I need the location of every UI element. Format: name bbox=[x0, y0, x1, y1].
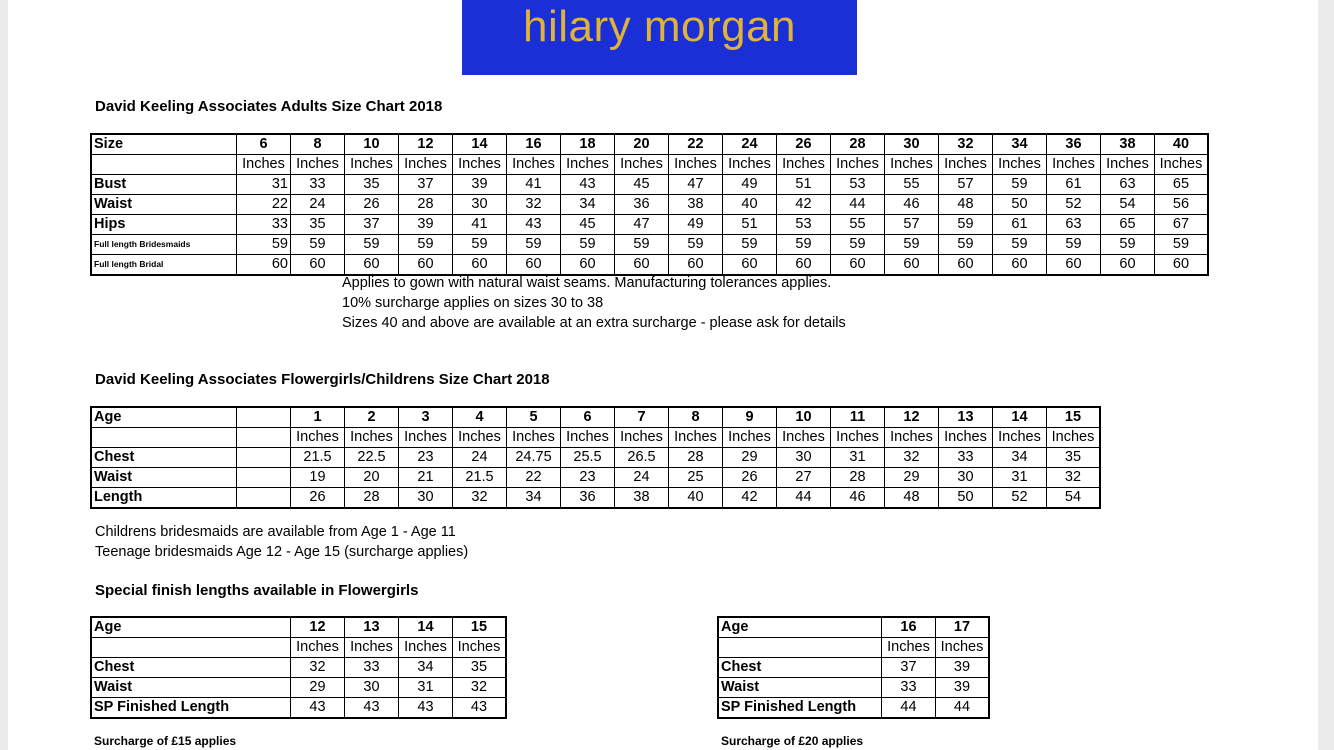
table-value-cell: 67 bbox=[1155, 215, 1209, 235]
table-column-header: 13 bbox=[939, 408, 993, 428]
table-value-cell: 22 bbox=[507, 468, 561, 488]
adults-note-2: 10% surcharge applies on sizes 30 to 38 bbox=[342, 295, 604, 311]
table-value-cell: 59 bbox=[1047, 235, 1101, 255]
surcharge-note-2: Surcharge of £20 applies bbox=[721, 734, 864, 748]
table-value-cell: 59 bbox=[723, 235, 777, 255]
table-column-header: 30 bbox=[885, 135, 939, 155]
table-value-cell: 29 bbox=[723, 448, 777, 468]
table-row-label: Chest bbox=[719, 658, 882, 678]
table-column-header: 13 bbox=[345, 618, 399, 638]
table-value-cell: 44 bbox=[831, 195, 885, 215]
table-unit-cell: Inches bbox=[993, 428, 1047, 448]
children-note-2: Teenage bridesmaids Age 12 - Age 15 (surcharge applies) bbox=[95, 544, 469, 560]
table-value-cell: 59 bbox=[939, 235, 993, 255]
table-value-cell: 23 bbox=[399, 448, 453, 468]
table-value-cell: 61 bbox=[993, 215, 1047, 235]
table-column-header: 24 bbox=[723, 135, 777, 155]
table-value-cell: 41 bbox=[507, 175, 561, 195]
table-value-cell: 57 bbox=[939, 175, 993, 195]
table-value-cell: 24 bbox=[291, 195, 345, 215]
table-value-cell: 33 bbox=[237, 215, 291, 235]
table-value-cell: 30 bbox=[453, 195, 507, 215]
table-unit-cell: Inches bbox=[507, 155, 561, 175]
table-value-cell: 51 bbox=[777, 175, 831, 195]
table-column-header: 4 bbox=[453, 408, 507, 428]
table-value-cell: 59 bbox=[885, 235, 939, 255]
table-value-cell: 26 bbox=[291, 488, 345, 509]
table-unit-cell: Inches bbox=[561, 155, 615, 175]
table-value-cell: 56 bbox=[1155, 195, 1209, 215]
table-value-cell: 30 bbox=[345, 678, 399, 698]
children-note-1: Childrens bridesmaids are available from Age 1 - Age 11 bbox=[95, 524, 456, 540]
table-unit-cell: Inches bbox=[723, 155, 777, 175]
table-value-cell: 53 bbox=[831, 175, 885, 195]
table-column-header: 1 bbox=[291, 408, 345, 428]
table-header-label: Size bbox=[92, 135, 237, 155]
table-value-cell: 32 bbox=[291, 658, 345, 678]
table-unit-cell: Inches bbox=[1047, 155, 1101, 175]
table-value-cell: 60 bbox=[453, 255, 507, 276]
table-column-header: 14 bbox=[399, 618, 453, 638]
table-value-cell: 52 bbox=[993, 488, 1047, 509]
table-column-header: 34 bbox=[993, 135, 1047, 155]
table-unit-cell: Inches bbox=[507, 428, 561, 448]
table-value-cell: 50 bbox=[993, 195, 1047, 215]
adults-size-table bbox=[90, 133, 1209, 276]
table-value-cell: 43 bbox=[399, 698, 453, 719]
table-value-cell: 25.5 bbox=[561, 448, 615, 468]
table-value-cell: 60 bbox=[615, 255, 669, 276]
table-value-cell: 45 bbox=[561, 215, 615, 235]
table-value-cell: 39 bbox=[936, 678, 990, 698]
table-column-header: 8 bbox=[291, 135, 345, 155]
table-value-cell: 60 bbox=[507, 255, 561, 276]
table-column-header: 16 bbox=[882, 618, 936, 638]
table-value-cell: 42 bbox=[723, 488, 777, 509]
table-unit-cell: Inches bbox=[885, 428, 939, 448]
table-value-cell: 33 bbox=[291, 175, 345, 195]
table-spacer-cell bbox=[237, 488, 291, 509]
table-value-cell: 59 bbox=[507, 235, 561, 255]
table-value-cell: 60 bbox=[669, 255, 723, 276]
table-value-cell: 33 bbox=[939, 448, 993, 468]
table-value-cell: 28 bbox=[831, 468, 885, 488]
table-value-cell: 60 bbox=[345, 255, 399, 276]
table-value-cell: 43 bbox=[507, 215, 561, 235]
table-value-cell: 61 bbox=[1047, 175, 1101, 195]
table-value-cell: 35 bbox=[1047, 448, 1101, 468]
table-value-cell: 44 bbox=[882, 698, 936, 719]
table-row-label: Waist bbox=[92, 678, 291, 698]
table-value-cell: 52 bbox=[1047, 195, 1101, 215]
table-value-cell: 34 bbox=[993, 448, 1047, 468]
table-value-cell: 60 bbox=[777, 255, 831, 276]
table-unit-cell: Inches bbox=[723, 428, 777, 448]
adults-chart-title: David Keeling Associates Adults Size Chart 2018 bbox=[95, 98, 443, 115]
table-value-cell: 49 bbox=[669, 215, 723, 235]
table-value-cell: 26 bbox=[345, 195, 399, 215]
table-column-header: 10 bbox=[345, 135, 399, 155]
adults-note-1: Applies to gown with natural waist seams. Manufacturing tolerances applies. bbox=[342, 275, 832, 291]
table-value-cell: 28 bbox=[399, 195, 453, 215]
table-value-cell: 60 bbox=[1101, 255, 1155, 276]
table-spacer-cell bbox=[237, 408, 291, 428]
table-value-cell: 31 bbox=[831, 448, 885, 468]
table-empty-cell bbox=[92, 428, 237, 448]
table-spacer-cell bbox=[237, 468, 291, 488]
table-value-cell: 60 bbox=[723, 255, 777, 276]
special-lengths-title: Special finish lengths available in Flowergirls bbox=[95, 582, 419, 599]
table-unit-cell: Inches bbox=[1047, 428, 1101, 448]
table-value-cell: 65 bbox=[1101, 215, 1155, 235]
table-value-cell: 59 bbox=[615, 235, 669, 255]
table-value-cell: 21.5 bbox=[453, 468, 507, 488]
table-value-cell: 54 bbox=[1047, 488, 1101, 509]
table-value-cell: 28 bbox=[345, 488, 399, 509]
table-column-header: 7 bbox=[615, 408, 669, 428]
table-value-cell: 43 bbox=[291, 698, 345, 719]
table-value-cell: 21.5 bbox=[291, 448, 345, 468]
table-value-cell: 50 bbox=[939, 488, 993, 509]
table-value-cell: 31 bbox=[993, 468, 1047, 488]
table-column-header: 26 bbox=[777, 135, 831, 155]
children-size-table bbox=[90, 406, 1101, 509]
document-page bbox=[8, 0, 1318, 750]
table-value-cell: 29 bbox=[291, 678, 345, 698]
table-column-header: 5 bbox=[507, 408, 561, 428]
table-row-label: Length bbox=[92, 488, 237, 509]
table-column-header: 9 bbox=[723, 408, 777, 428]
table-value-cell: 59 bbox=[1101, 235, 1155, 255]
table-value-cell: 60 bbox=[885, 255, 939, 276]
table-unit-cell: Inches bbox=[291, 155, 345, 175]
table-row-label: Full length Bridal bbox=[92, 255, 237, 276]
table-value-cell: 40 bbox=[723, 195, 777, 215]
table-column-header: 38 bbox=[1101, 135, 1155, 155]
table-value-cell: 47 bbox=[669, 175, 723, 195]
table-value-cell: 43 bbox=[453, 698, 507, 719]
table-row-label: Bust bbox=[92, 175, 237, 195]
table-value-cell: 30 bbox=[939, 468, 993, 488]
table-unit-cell: Inches bbox=[939, 155, 993, 175]
table-value-cell: 39 bbox=[936, 658, 990, 678]
table-value-cell: 32 bbox=[507, 195, 561, 215]
table-column-header: 12 bbox=[885, 408, 939, 428]
table-value-cell: 60 bbox=[831, 255, 885, 276]
table-value-cell: 30 bbox=[777, 448, 831, 468]
table-column-header: 8 bbox=[669, 408, 723, 428]
table-row-label: Hips bbox=[92, 215, 237, 235]
table-header-label: Age bbox=[719, 618, 882, 638]
table-header-label: Age bbox=[92, 408, 237, 428]
table-value-cell: 59 bbox=[561, 235, 615, 255]
table-value-cell: 59 bbox=[777, 235, 831, 255]
table-unit-cell: Inches bbox=[669, 155, 723, 175]
table-value-cell: 21 bbox=[399, 468, 453, 488]
brand-logo bbox=[462, 0, 857, 75]
table-value-cell: 63 bbox=[1101, 175, 1155, 195]
table-unit-cell: Inches bbox=[561, 428, 615, 448]
table-value-cell: 39 bbox=[399, 215, 453, 235]
children-chart-title: David Keeling Associates Flowergirls/Childrens Size Chart 2018 bbox=[95, 371, 550, 388]
table-value-cell: 24.75 bbox=[507, 448, 561, 468]
table-unit-cell: Inches bbox=[885, 155, 939, 175]
table-value-cell: 36 bbox=[561, 488, 615, 509]
table-unit-cell: Inches bbox=[882, 638, 936, 658]
table-value-cell: 34 bbox=[507, 488, 561, 509]
table-value-cell: 60 bbox=[237, 255, 291, 276]
table-column-header: 16 bbox=[507, 135, 561, 155]
table-value-cell: 55 bbox=[885, 175, 939, 195]
table-unit-cell: Inches bbox=[453, 638, 507, 658]
table-value-cell: 60 bbox=[1047, 255, 1101, 276]
table-unit-cell: Inches bbox=[399, 155, 453, 175]
table-column-header: 6 bbox=[561, 408, 615, 428]
table-value-cell: 34 bbox=[399, 658, 453, 678]
table-value-cell: 46 bbox=[831, 488, 885, 509]
table-value-cell: 31 bbox=[237, 175, 291, 195]
special-lengths-table-ages-16-17 bbox=[717, 616, 990, 719]
table-row-label: SP Finished Length bbox=[92, 698, 291, 719]
table-empty-cell bbox=[92, 155, 237, 175]
table-value-cell: 59 bbox=[669, 235, 723, 255]
table-value-cell: 48 bbox=[885, 488, 939, 509]
table-value-cell: 59 bbox=[237, 235, 291, 255]
table-value-cell: 37 bbox=[345, 215, 399, 235]
table-value-cell: 33 bbox=[882, 678, 936, 698]
table-value-cell: 60 bbox=[939, 255, 993, 276]
table-value-cell: 25 bbox=[669, 468, 723, 488]
table-column-header: 18 bbox=[561, 135, 615, 155]
table-value-cell: 45 bbox=[615, 175, 669, 195]
table-column-header: 14 bbox=[453, 135, 507, 155]
table-unit-cell: Inches bbox=[936, 638, 990, 658]
table-column-header: 28 bbox=[831, 135, 885, 155]
table-empty-cell bbox=[92, 638, 291, 658]
table-row-label: Waist bbox=[92, 468, 237, 488]
table-value-cell: 48 bbox=[939, 195, 993, 215]
table-value-cell: 57 bbox=[885, 215, 939, 235]
table-unit-cell: Inches bbox=[993, 155, 1047, 175]
table-value-cell: 44 bbox=[777, 488, 831, 509]
table-column-header: 11 bbox=[831, 408, 885, 428]
table-row-label: Full length Bridesmaids bbox=[92, 235, 237, 255]
table-value-cell: 37 bbox=[882, 658, 936, 678]
table-value-cell: 39 bbox=[453, 175, 507, 195]
table-value-cell: 63 bbox=[1047, 215, 1101, 235]
table-column-header: 14 bbox=[993, 408, 1047, 428]
special-lengths-table-ages-12-15 bbox=[90, 616, 507, 719]
table-value-cell: 41 bbox=[453, 215, 507, 235]
table-value-cell: 35 bbox=[453, 658, 507, 678]
table-value-cell: 43 bbox=[345, 698, 399, 719]
table-value-cell: 49 bbox=[723, 175, 777, 195]
table-row-label: Waist bbox=[92, 195, 237, 215]
table-value-cell: 59 bbox=[993, 175, 1047, 195]
table-value-cell: 22.5 bbox=[345, 448, 399, 468]
table-value-cell: 59 bbox=[345, 235, 399, 255]
table-unit-cell: Inches bbox=[345, 428, 399, 448]
table-value-cell: 59 bbox=[453, 235, 507, 255]
table-value-cell: 60 bbox=[291, 255, 345, 276]
table-unit-cell: Inches bbox=[831, 428, 885, 448]
table-value-cell: 59 bbox=[291, 235, 345, 255]
table-row-label: Chest bbox=[92, 448, 237, 468]
table-row-label: Chest bbox=[92, 658, 291, 678]
table-unit-cell: Inches bbox=[1101, 155, 1155, 175]
table-unit-cell: Inches bbox=[291, 638, 345, 658]
logo-text: hilary morgan bbox=[522, 1, 797, 51]
table-value-cell: 59 bbox=[831, 235, 885, 255]
table-value-cell: 20 bbox=[345, 468, 399, 488]
table-value-cell: 26 bbox=[723, 468, 777, 488]
table-value-cell: 55 bbox=[831, 215, 885, 235]
table-unit-cell: Inches bbox=[399, 428, 453, 448]
table-unit-cell: Inches bbox=[291, 428, 345, 448]
table-value-cell: 34 bbox=[561, 195, 615, 215]
table-value-cell: 33 bbox=[345, 658, 399, 678]
table-value-cell: 46 bbox=[885, 195, 939, 215]
table-value-cell: 26.5 bbox=[615, 448, 669, 468]
table-value-cell: 60 bbox=[1155, 255, 1209, 276]
table-value-cell: 24 bbox=[615, 468, 669, 488]
table-value-cell: 31 bbox=[399, 678, 453, 698]
table-column-header: 36 bbox=[1047, 135, 1101, 155]
table-value-cell: 32 bbox=[1047, 468, 1101, 488]
table-value-cell: 35 bbox=[345, 175, 399, 195]
table-value-cell: 51 bbox=[723, 215, 777, 235]
table-unit-cell: Inches bbox=[1155, 155, 1209, 175]
table-value-cell: 44 bbox=[936, 698, 990, 719]
table-value-cell: 38 bbox=[615, 488, 669, 509]
table-column-header: 17 bbox=[936, 618, 990, 638]
table-value-cell: 65 bbox=[1155, 175, 1209, 195]
table-spacer-cell bbox=[237, 448, 291, 468]
table-value-cell: 23 bbox=[561, 468, 615, 488]
table-value-cell: 36 bbox=[615, 195, 669, 215]
table-column-header: 12 bbox=[399, 135, 453, 155]
table-value-cell: 43 bbox=[561, 175, 615, 195]
adults-note-3: Sizes 40 and above are available at an extra surcharge - please ask for details bbox=[342, 315, 846, 331]
table-column-header: 20 bbox=[615, 135, 669, 155]
table-value-cell: 60 bbox=[399, 255, 453, 276]
table-unit-cell: Inches bbox=[939, 428, 993, 448]
table-spacer-cell bbox=[237, 428, 291, 448]
table-unit-cell: Inches bbox=[237, 155, 291, 175]
table-unit-cell: Inches bbox=[669, 428, 723, 448]
table-unit-cell: Inches bbox=[399, 638, 453, 658]
table-unit-cell: Inches bbox=[831, 155, 885, 175]
table-column-header: 22 bbox=[669, 135, 723, 155]
table-unit-cell: Inches bbox=[777, 428, 831, 448]
table-value-cell: 59 bbox=[1155, 235, 1209, 255]
table-column-header: 40 bbox=[1155, 135, 1209, 155]
table-column-header: 3 bbox=[399, 408, 453, 428]
table-value-cell: 40 bbox=[669, 488, 723, 509]
surcharge-note-1: Surcharge of £15 applies bbox=[94, 734, 237, 748]
table-value-cell: 32 bbox=[453, 488, 507, 509]
table-value-cell: 22 bbox=[237, 195, 291, 215]
table-value-cell: 47 bbox=[615, 215, 669, 235]
table-column-header: 2 bbox=[345, 408, 399, 428]
table-value-cell: 29 bbox=[885, 468, 939, 488]
table-value-cell: 60 bbox=[993, 255, 1047, 276]
table-value-cell: 24 bbox=[453, 448, 507, 468]
table-column-header: 10 bbox=[777, 408, 831, 428]
table-unit-cell: Inches bbox=[453, 428, 507, 448]
table-column-header: 32 bbox=[939, 135, 993, 155]
table-empty-cell bbox=[719, 638, 882, 658]
table-value-cell: 28 bbox=[669, 448, 723, 468]
table-value-cell: 54 bbox=[1101, 195, 1155, 215]
table-header-label: Age bbox=[92, 618, 291, 638]
table-unit-cell: Inches bbox=[615, 155, 669, 175]
table-column-header: 15 bbox=[1047, 408, 1101, 428]
table-unit-cell: Inches bbox=[615, 428, 669, 448]
table-value-cell: 60 bbox=[561, 255, 615, 276]
table-value-cell: 35 bbox=[291, 215, 345, 235]
table-value-cell: 59 bbox=[939, 215, 993, 235]
table-row-label: SP Finished Length bbox=[719, 698, 882, 719]
table-value-cell: 53 bbox=[777, 215, 831, 235]
table-value-cell: 32 bbox=[885, 448, 939, 468]
table-value-cell: 59 bbox=[399, 235, 453, 255]
table-unit-cell: Inches bbox=[345, 638, 399, 658]
table-row-label: Waist bbox=[719, 678, 882, 698]
table-value-cell: 59 bbox=[993, 235, 1047, 255]
table-value-cell: 32 bbox=[453, 678, 507, 698]
table-column-header: 12 bbox=[291, 618, 345, 638]
table-unit-cell: Inches bbox=[453, 155, 507, 175]
table-value-cell: 37 bbox=[399, 175, 453, 195]
table-column-header: 15 bbox=[453, 618, 507, 638]
table-value-cell: 27 bbox=[777, 468, 831, 488]
table-column-header: 6 bbox=[237, 135, 291, 155]
table-value-cell: 30 bbox=[399, 488, 453, 509]
table-value-cell: 42 bbox=[777, 195, 831, 215]
table-value-cell: 19 bbox=[291, 468, 345, 488]
table-unit-cell: Inches bbox=[777, 155, 831, 175]
table-unit-cell: Inches bbox=[345, 155, 399, 175]
table-value-cell: 38 bbox=[669, 195, 723, 215]
